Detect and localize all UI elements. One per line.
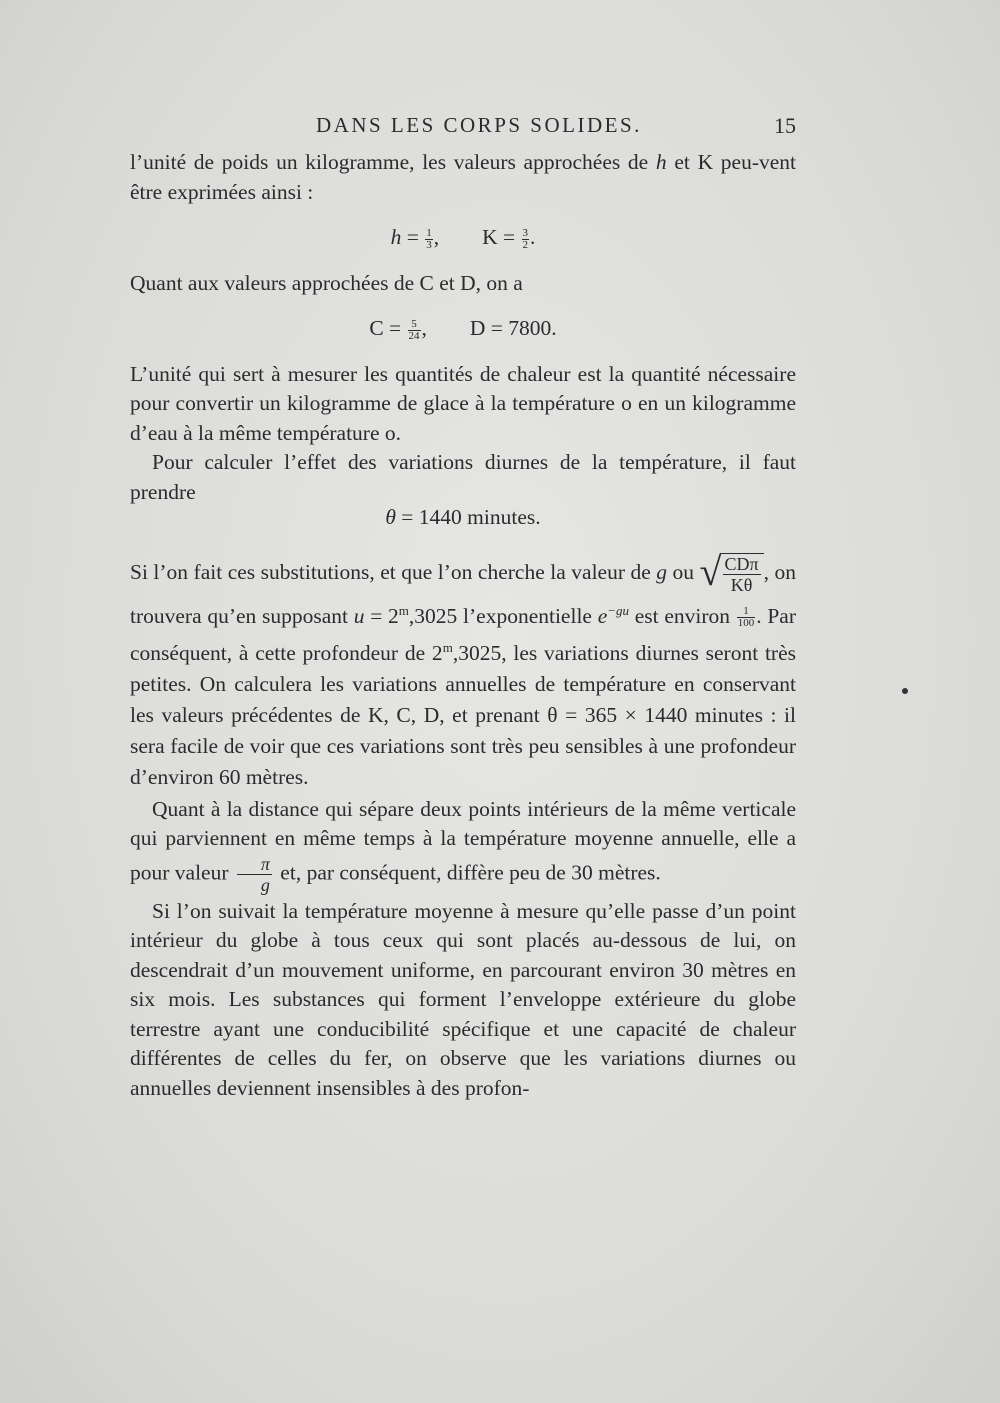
fraction-pi-over-g: $\frac{\pi}{g}$: [237, 854, 272, 895]
ink-speck: [902, 688, 908, 694]
square-root-expression: √ $\frac{\text{CDπ}}{K\theta}$: [700, 553, 764, 595]
page-header: [0, 113, 1000, 143]
formula-h-k: h = $\frac{1}{3}$ , K = $\frac{3}{2}$ .: [390, 225, 536, 251]
paragraph-3: L’unité qui sert à mesurer les quantités de chaleur est la quantité nécessaire pour convertir un kilogramme de glace à la température o en un kilogramme d’eau à la même température o.: [130, 361, 796, 445]
paragraph-5: Si l’on fait ces substitutions, et que l’on cherche la valeur de g ou √ $\frac{\text{CDπ}}{K\theta}$ , on trouvera qu’en supposant $u = 2^m,3025$ l’exponentielle $e^{-gu}$ est environ $\frac{1}{100}$ . Par conséquent, à cette profondeur de 2$^m$,3025, les variations diurnes seront très petites. On calculera les variations annuelles de température en conservant les valeurs précédentes de K, C, D, et prenant θ = 365 × 1440 minutes : il sera facile de voir que ces variations sont très peu sensibles à une profondeur d’environ 60 mètres.: [130, 548, 797, 789]
body-text: [130, 148, 796, 1103]
formula-theta: θ = 1440 minutes.: [385, 505, 541, 529]
fraction-one-hundredth: $\frac{1}{100}$: [737, 605, 755, 630]
running-title: DANS LES CORPS SOLIDES.: [316, 113, 642, 137]
paragraph-4: Pour calculer l’effet des variations diurnes de la température, il faut prendre: [130, 450, 796, 504]
paragraph-2: Quant aux valeurs approchées de C et D, on a: [130, 270, 523, 295]
fraction-five-24: $\frac{5}{24}$: [408, 317, 420, 342]
paragraph-6: Quant à la distance qui sépare deux points intérieurs de la même verticale qui parviennent en même temps à la température moyenne annuelle, elle a pour valeur $\frac{\pi}{g}$ et, par conséquent, diffère peu de 30 mètres.: [130, 796, 796, 895]
formula-c-d: C = $\frac{5}{24}$ , D = 7800.: [369, 316, 557, 342]
fraction-one-third: $\frac{1}{3}$: [426, 226, 432, 251]
fraction-three-halves: $\frac{3}{2}$: [522, 226, 529, 251]
paragraph-7: Si l’on suivait la température moyenne à mesure qu’elle passe d’un point intérieur du globe à tous ceux qui sont placés au-dessous de lui, on descendrait d’un mouvement uniforme, en parcourant environ 30 mètres en six mois. Les substances qui forment l’enveloppe extérieure du globe terrestre ayant une conducibilité spécifique et une capacité de chaleur différentes de celles du fer, on observe que les variations diurnes ou annuelles deviennent insensibles à des profon-: [130, 898, 796, 1100]
paragraph-1: l’unité de poids un kilogramme, les valeurs approchées de h et K peu-vent être exprimées ainsi :: [130, 150, 796, 204]
page-number: 15: [774, 113, 796, 138]
